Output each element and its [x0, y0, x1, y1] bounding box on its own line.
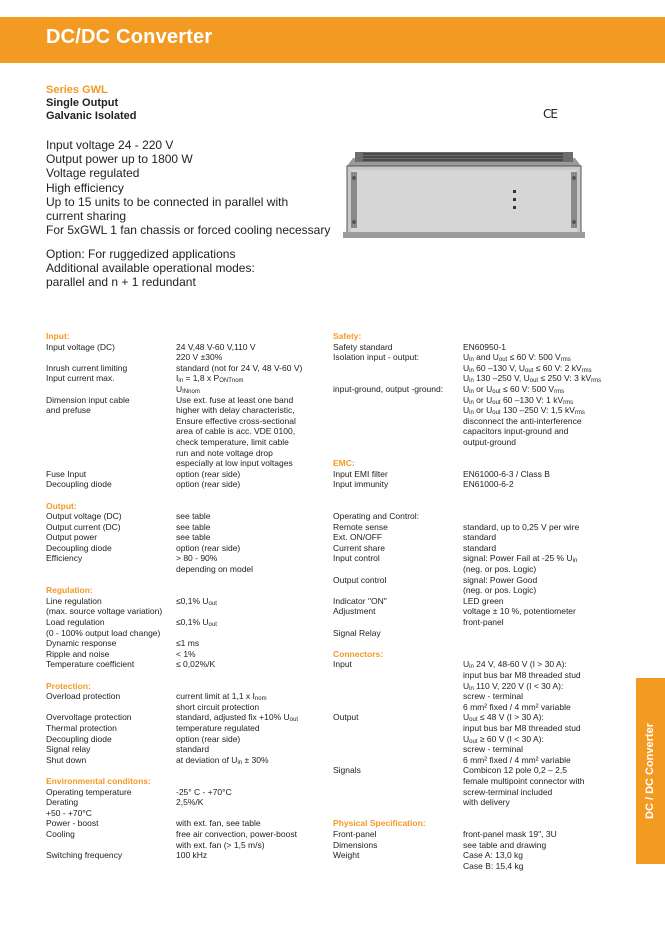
- spec-row: [46, 416, 316, 427]
- spec-row: [333, 384, 623, 395]
- spec-value: Case A: 13,0 kg: [463, 850, 524, 861]
- spec-row: [333, 638, 623, 649]
- spec-row: [46, 850, 316, 861]
- feature-list: [46, 138, 346, 237]
- spec-value: with ext. fan (> 1,5 m/s): [176, 839, 265, 850]
- spec-row: [46, 755, 316, 766]
- spec-value: free air convection, power-boost: [176, 828, 297, 839]
- spec-row: [46, 448, 316, 459]
- spec-value: screw-terminal included: [463, 786, 553, 797]
- feature-line: Input voltage 24 - 220 V: [46, 138, 174, 152]
- spec-value: input bus bar M8 threaded stud: [463, 670, 581, 680]
- spec-row: [46, 712, 316, 723]
- spec-value: capacitors input-ground and: [463, 426, 569, 437]
- spec-value: standard: [463, 542, 497, 553]
- spec-row: [46, 352, 316, 363]
- spec-value: Ensure effective cross-sectional: [176, 415, 296, 426]
- feature-line: Up to 15 units to be connected in parallel with: [46, 194, 289, 209]
- spec-label: Output: [333, 712, 359, 723]
- spec-value: 2,5%/K: [176, 797, 204, 808]
- spec-value: higher with delay characteristic,: [176, 405, 295, 416]
- section-heading: Safety:: [333, 331, 362, 341]
- spec-value: option (rear side): [176, 479, 241, 490]
- spec-label: Fuse Input: [46, 468, 87, 479]
- spec-label: +50 - +70°C: [46, 807, 92, 818]
- section-heading: Connectors:: [333, 648, 384, 659]
- spec-value: standard, up to 0,25 V per wire: [463, 521, 580, 532]
- spec-row: [333, 787, 623, 798]
- spec-row: [46, 808, 316, 819]
- spec-label: Dimensions: [333, 839, 378, 850]
- spec-label: Inrush current limiting: [46, 362, 128, 373]
- spec-row: [46, 702, 316, 713]
- spec-row: [333, 744, 623, 755]
- spec-label: Ext. ON/OFF: [333, 532, 383, 543]
- spec-value: $U_{out} \ge 60$ V (I < 30 A):: [463, 733, 544, 745]
- spec-row: [46, 511, 316, 522]
- spec-row: [333, 564, 623, 575]
- option-line: Additional available operational modes:: [46, 261, 255, 276]
- spec-label: Input current max.: [46, 373, 115, 384]
- spec-row: [46, 617, 316, 628]
- spec-row: [333, 808, 623, 819]
- spec-value: EN60950-1: [463, 341, 507, 352]
- spec-value: $U_{INnom}$: [176, 383, 200, 395]
- section-heading: Input:: [46, 331, 70, 341]
- spec-label: Switching frequency: [46, 850, 123, 861]
- spec-value: option (rear side): [176, 733, 241, 744]
- spec-row: [333, 670, 623, 681]
- spec-row: [333, 575, 623, 586]
- spec-value: standard: [176, 744, 210, 755]
- spec-value: 24 V,48 V-60 V,110 V: [176, 341, 256, 352]
- spec-row: [333, 596, 623, 607]
- spec-label: Input voltage (DC): [46, 341, 115, 352]
- spec-row: [46, 818, 316, 829]
- options-list: [46, 247, 255, 290]
- spec-row: [46, 829, 316, 840]
- spec-value: LED green: [463, 595, 504, 606]
- spec-row: [333, 702, 623, 713]
- spec-value: with delivery: [463, 797, 510, 808]
- spec-value: ≤0,1% $U_{out}$: [176, 617, 217, 629]
- ce-mark: CE: [543, 107, 557, 121]
- spec-row: [333, 659, 623, 670]
- spec-value: run and note voltage drop: [176, 447, 273, 458]
- spec-row: [46, 575, 316, 586]
- spec-row: [46, 681, 316, 692]
- spec-row: [46, 490, 316, 501]
- spec-value: $U_{in}$ 130 –250 V, $U_{out} \le 250$ V: 3 $kV_{rms}$: [463, 373, 602, 385]
- spec-row: [333, 352, 623, 363]
- spec-value: short circuit protection: [176, 701, 260, 712]
- spec-label: Weight: [333, 850, 360, 861]
- spec-value: standard (not for 24 V, 48 V-60 V): [176, 362, 303, 373]
- feature-line: High efficiency: [46, 180, 124, 195]
- spec-row: [333, 818, 623, 829]
- spec-value: voltage ± 10 %, potentiometer: [463, 606, 576, 617]
- feature-line: Voltage regulated: [46, 166, 140, 181]
- spec-row: [46, 553, 316, 564]
- spec-row: [333, 479, 623, 490]
- spec-row: [46, 585, 316, 596]
- spec-label: Ripple and noise: [46, 648, 110, 659]
- spec-value: check temperature, limit cable: [176, 436, 289, 447]
- spec-row: [333, 691, 623, 702]
- spec-row: [333, 426, 623, 437]
- spec-row: [333, 522, 623, 533]
- spec-value: (neg. or pos. Logic): [463, 564, 537, 575]
- spec-value: $U_{in}$ and $U_{out} \le 60$ V: 500 $V_{rms}$: [463, 352, 571, 364]
- spec-label: (max. source voltage variation): [46, 606, 163, 617]
- spec-row: [333, 532, 623, 543]
- spec-row: [46, 437, 316, 448]
- spec-label: Operating and Control:: [333, 511, 419, 522]
- spec-label: Cooling: [46, 828, 75, 839]
- spec-row: [46, 543, 316, 554]
- spec-row: [333, 458, 623, 469]
- spec-value: disconnect the anti-interference: [463, 415, 582, 426]
- section-heading: Output:: [46, 500, 77, 511]
- spec-value: $U_{in}$ or $U_{out}$ 130 –250 V: 1,5 $kV_{rms}$: [463, 405, 585, 417]
- spec-label: Dimension input cable: [46, 394, 130, 405]
- spec-row: [46, 765, 316, 776]
- spec-row: [333, 829, 623, 840]
- spec-value: 220 V ±30%: [176, 352, 223, 363]
- spec-value: -25° C - +70°C: [176, 786, 232, 797]
- spec-value: with ext. fan, see table: [176, 818, 261, 829]
- spec-row: [333, 723, 623, 734]
- spec-row: [46, 596, 316, 607]
- spec-value: standard: [463, 532, 497, 543]
- spec-label: Output voltage (DC): [46, 511, 122, 522]
- spec-row: [46, 797, 316, 808]
- spec-label: Decoupling diode: [46, 542, 112, 553]
- spec-row: [46, 649, 316, 660]
- title-banner: [0, 17, 665, 63]
- spec-column-left: [46, 331, 316, 861]
- spec-label: Output control: [333, 574, 387, 585]
- spec-value: signal: Power Fail at -25 % $U_{in}$: [463, 553, 578, 565]
- spec-value: > 80 - 90%: [176, 553, 218, 564]
- spec-label: Decoupling diode: [46, 479, 112, 490]
- section-heading: Environmental conditons:: [46, 775, 151, 786]
- spec-value: EN61000-6-3 / Class B: [463, 468, 550, 479]
- spec-row: [333, 511, 623, 522]
- spec-value: ≤0,1% $U_{out}$: [176, 595, 217, 607]
- spec-row: [46, 331, 316, 342]
- section-heading: Regulation:: [46, 585, 93, 596]
- spec-label: Shut down: [46, 754, 87, 765]
- spec-value: female multipoint connector with: [463, 775, 585, 786]
- spec-value: < 1%: [176, 648, 196, 659]
- spec-label: Overvoltage protection: [46, 712, 132, 723]
- spec-row: [333, 501, 623, 512]
- spec-value: $I_{in} = 1,8$ x $P_{ONTnom}$: [176, 373, 244, 385]
- spec-label: Temperature coefficient: [46, 659, 135, 670]
- spec-row: [46, 363, 316, 374]
- side-tab-label: DC / DC Converter: [644, 723, 656, 819]
- spec-row: [333, 765, 623, 776]
- spec-row: [333, 681, 623, 692]
- spec-label: Isolation input - output:: [333, 352, 420, 363]
- spec-label: Adjustment: [333, 606, 376, 617]
- spec-value: $U_{in}$ or $U_{out} \le 60$ V: 500 $V_{rms}$: [463, 383, 565, 395]
- spec-label: Input EMI filter: [333, 468, 388, 479]
- option-line: parallel and n + 1 redundant: [46, 275, 196, 290]
- spec-row: [333, 416, 623, 427]
- spec-label: Line regulation: [46, 595, 102, 606]
- spec-value: signal: Power Good: [463, 574, 538, 585]
- spec-label: Overload protection: [46, 691, 121, 702]
- spec-label: Decoupling diode: [46, 733, 112, 744]
- spec-value: input bus bar M8 threaded stud: [463, 722, 581, 733]
- spec-value: see table and drawing: [463, 839, 547, 850]
- spec-row: [333, 448, 623, 459]
- spec-value: current limit at 1,1 x $I_{nom}$: [176, 691, 267, 703]
- spec-row: [333, 363, 623, 374]
- spec-label: input-ground, output -ground:: [333, 383, 444, 394]
- spec-value: area of cable is acc. VDE 0100,: [176, 426, 296, 437]
- spec-row: [46, 840, 316, 851]
- spec-value: front-panel: [463, 617, 504, 628]
- spec-row: [46, 501, 316, 512]
- spec-row: [333, 617, 623, 628]
- spec-label: Signal relay: [46, 744, 91, 755]
- spec-row: [333, 405, 623, 416]
- spec-row: [46, 395, 316, 406]
- spec-value: see table: [176, 532, 211, 543]
- feature-line: For 5xGWL 1 fan chassis or forced cooling necessary: [46, 223, 331, 238]
- spec-value: standard, adjusted fix +10% $U_{out}$: [176, 712, 298, 724]
- spec-value: option (rear side): [176, 468, 241, 479]
- spec-row: [46, 606, 316, 617]
- section-heading: EMC:: [333, 458, 355, 469]
- spec-row: [333, 585, 623, 596]
- option-line: Option: For ruggedized applications: [46, 247, 236, 261]
- spec-label: Dynamic response: [46, 638, 117, 649]
- spec-row: [46, 776, 316, 787]
- spec-row: [333, 342, 623, 353]
- spec-row: [333, 649, 623, 660]
- spec-row: [333, 469, 623, 480]
- spec-value: especially at low input voltages: [176, 458, 293, 469]
- spec-row: [46, 522, 316, 533]
- spec-value: $U_{out} \le 48$ V (I > 30 A):: [463, 712, 544, 724]
- spec-label: Indicator "ON": [333, 595, 387, 606]
- spec-label: Signals: [333, 765, 361, 776]
- spec-row: [333, 628, 623, 639]
- spec-row: [46, 564, 316, 575]
- spec-value: 6 mm² fixed / 4 mm² variable: [463, 754, 571, 765]
- spec-value: Case B: 15,4 kg: [463, 860, 524, 871]
- spec-row: [333, 755, 623, 766]
- spec-row: [46, 373, 316, 384]
- spec-label: Operating temperature: [46, 786, 132, 797]
- spec-label: (0 - 100% output load change): [46, 627, 161, 638]
- spec-row: [46, 342, 316, 353]
- spec-row: [46, 469, 316, 480]
- spec-row: [46, 787, 316, 798]
- spec-row: [333, 797, 623, 808]
- spec-row: [46, 479, 316, 490]
- spec-row: [333, 373, 623, 384]
- spec-row: [46, 384, 316, 395]
- side-tab: [636, 678, 665, 864]
- feature-line: current sharing: [46, 209, 127, 224]
- spec-row: [46, 691, 316, 702]
- spec-label: Derating: [46, 797, 79, 808]
- spec-value: screw - terminal: [463, 691, 523, 702]
- spec-label: Input: [333, 659, 352, 670]
- spec-row: [333, 490, 623, 501]
- spec-column-right: [333, 331, 623, 871]
- spec-value: 100 kHz: [176, 850, 208, 861]
- spec-label: Efficiency: [46, 553, 83, 564]
- spec-value: Use ext. fuse at least one band: [176, 394, 294, 405]
- spec-row: [333, 734, 623, 745]
- spec-label: Load regulation: [46, 617, 105, 628]
- spec-value: front-panel mask 19", 3U: [463, 828, 557, 839]
- spec-label: Output current (DC): [46, 521, 121, 532]
- spec-value: output-ground: [463, 436, 516, 447]
- spec-label: Power - boost: [46, 818, 99, 829]
- spec-row: [333, 861, 623, 872]
- spec-row: [46, 744, 316, 755]
- spec-value: at deviation of $U_{in} \pm 30\%$: [176, 754, 269, 766]
- spec-value: 6 mm² fixed / 4 mm² variable: [463, 701, 571, 712]
- spec-row: [46, 638, 316, 649]
- feature-line: Output power up to 1800 W: [46, 152, 193, 167]
- spec-row: [46, 734, 316, 745]
- spec-value: $U_{in}$ or $U_{out}$ 60 –130 V: 1 $kV_{rms}$: [463, 394, 574, 406]
- page-title: DC/DC Converter: [46, 26, 213, 48]
- spec-label: Signal Relay: [333, 627, 381, 638]
- series-name: Series GWL: [46, 84, 108, 96]
- spec-row: [333, 776, 623, 787]
- spec-row: [46, 628, 316, 639]
- spec-row: [333, 840, 623, 851]
- spec-row: [46, 405, 316, 416]
- spec-value: ≤ 0,02%/K: [176, 659, 216, 670]
- spec-value: $U_{in}$ 60 –130 V, $U_{out} \le 60$ V: 2 $kV_{rms}$: [463, 362, 592, 374]
- spec-label: Safety standard: [333, 341, 393, 352]
- spec-row: [333, 395, 623, 406]
- series-line-1: Single Output: [46, 97, 119, 109]
- spec-value: $U_{in}$ 110 V, 220 V (I < 30 A):: [463, 680, 564, 692]
- spec-row: [333, 437, 623, 448]
- spec-row: [46, 532, 316, 543]
- spec-row: [46, 670, 316, 681]
- section-heading: Protection:: [46, 680, 91, 691]
- spec-value: screw - terminal: [463, 744, 523, 755]
- spec-value: EN61000-6-2: [463, 479, 514, 490]
- spec-value: $U_{in}$ 24 V, 48-60 V (I > 30 A):: [463, 659, 567, 671]
- spec-value: option (rear side): [176, 542, 241, 553]
- spec-value: see table: [176, 521, 211, 532]
- section-heading: Physical Specification:: [333, 818, 426, 829]
- spec-row: [46, 458, 316, 469]
- spec-row: [46, 426, 316, 437]
- spec-value: depending on model: [176, 564, 254, 575]
- spec-row: [46, 659, 316, 670]
- spec-value: temperature regulated: [176, 722, 260, 733]
- spec-value: Combicon 12 pole 0,2 – 2,5: [463, 765, 567, 776]
- spec-value: ≤1 ms: [176, 638, 200, 649]
- spec-label: Remote sense: [333, 521, 388, 532]
- series-line-2: Galvanic Isolated: [46, 110, 137, 122]
- spec-label: Current share: [333, 542, 385, 553]
- device-image: [343, 150, 585, 240]
- spec-row: [333, 543, 623, 554]
- spec-row: [333, 553, 623, 564]
- spec-row: [46, 723, 316, 734]
- spec-value: see table: [176, 511, 211, 522]
- spec-label: and prefuse: [46, 405, 91, 416]
- spec-row: [333, 850, 623, 861]
- spec-row: [333, 606, 623, 617]
- spec-label: Thermal protection: [46, 722, 117, 733]
- spec-label: Front-panel: [333, 828, 377, 839]
- spec-label: Output power: [46, 532, 98, 543]
- spec-label: Input control: [333, 553, 380, 564]
- spec-row: [333, 331, 623, 342]
- spec-value: (neg. or pos. Logic): [463, 585, 537, 596]
- spec-label: Input immunity: [333, 479, 389, 490]
- spec-row: [333, 712, 623, 723]
